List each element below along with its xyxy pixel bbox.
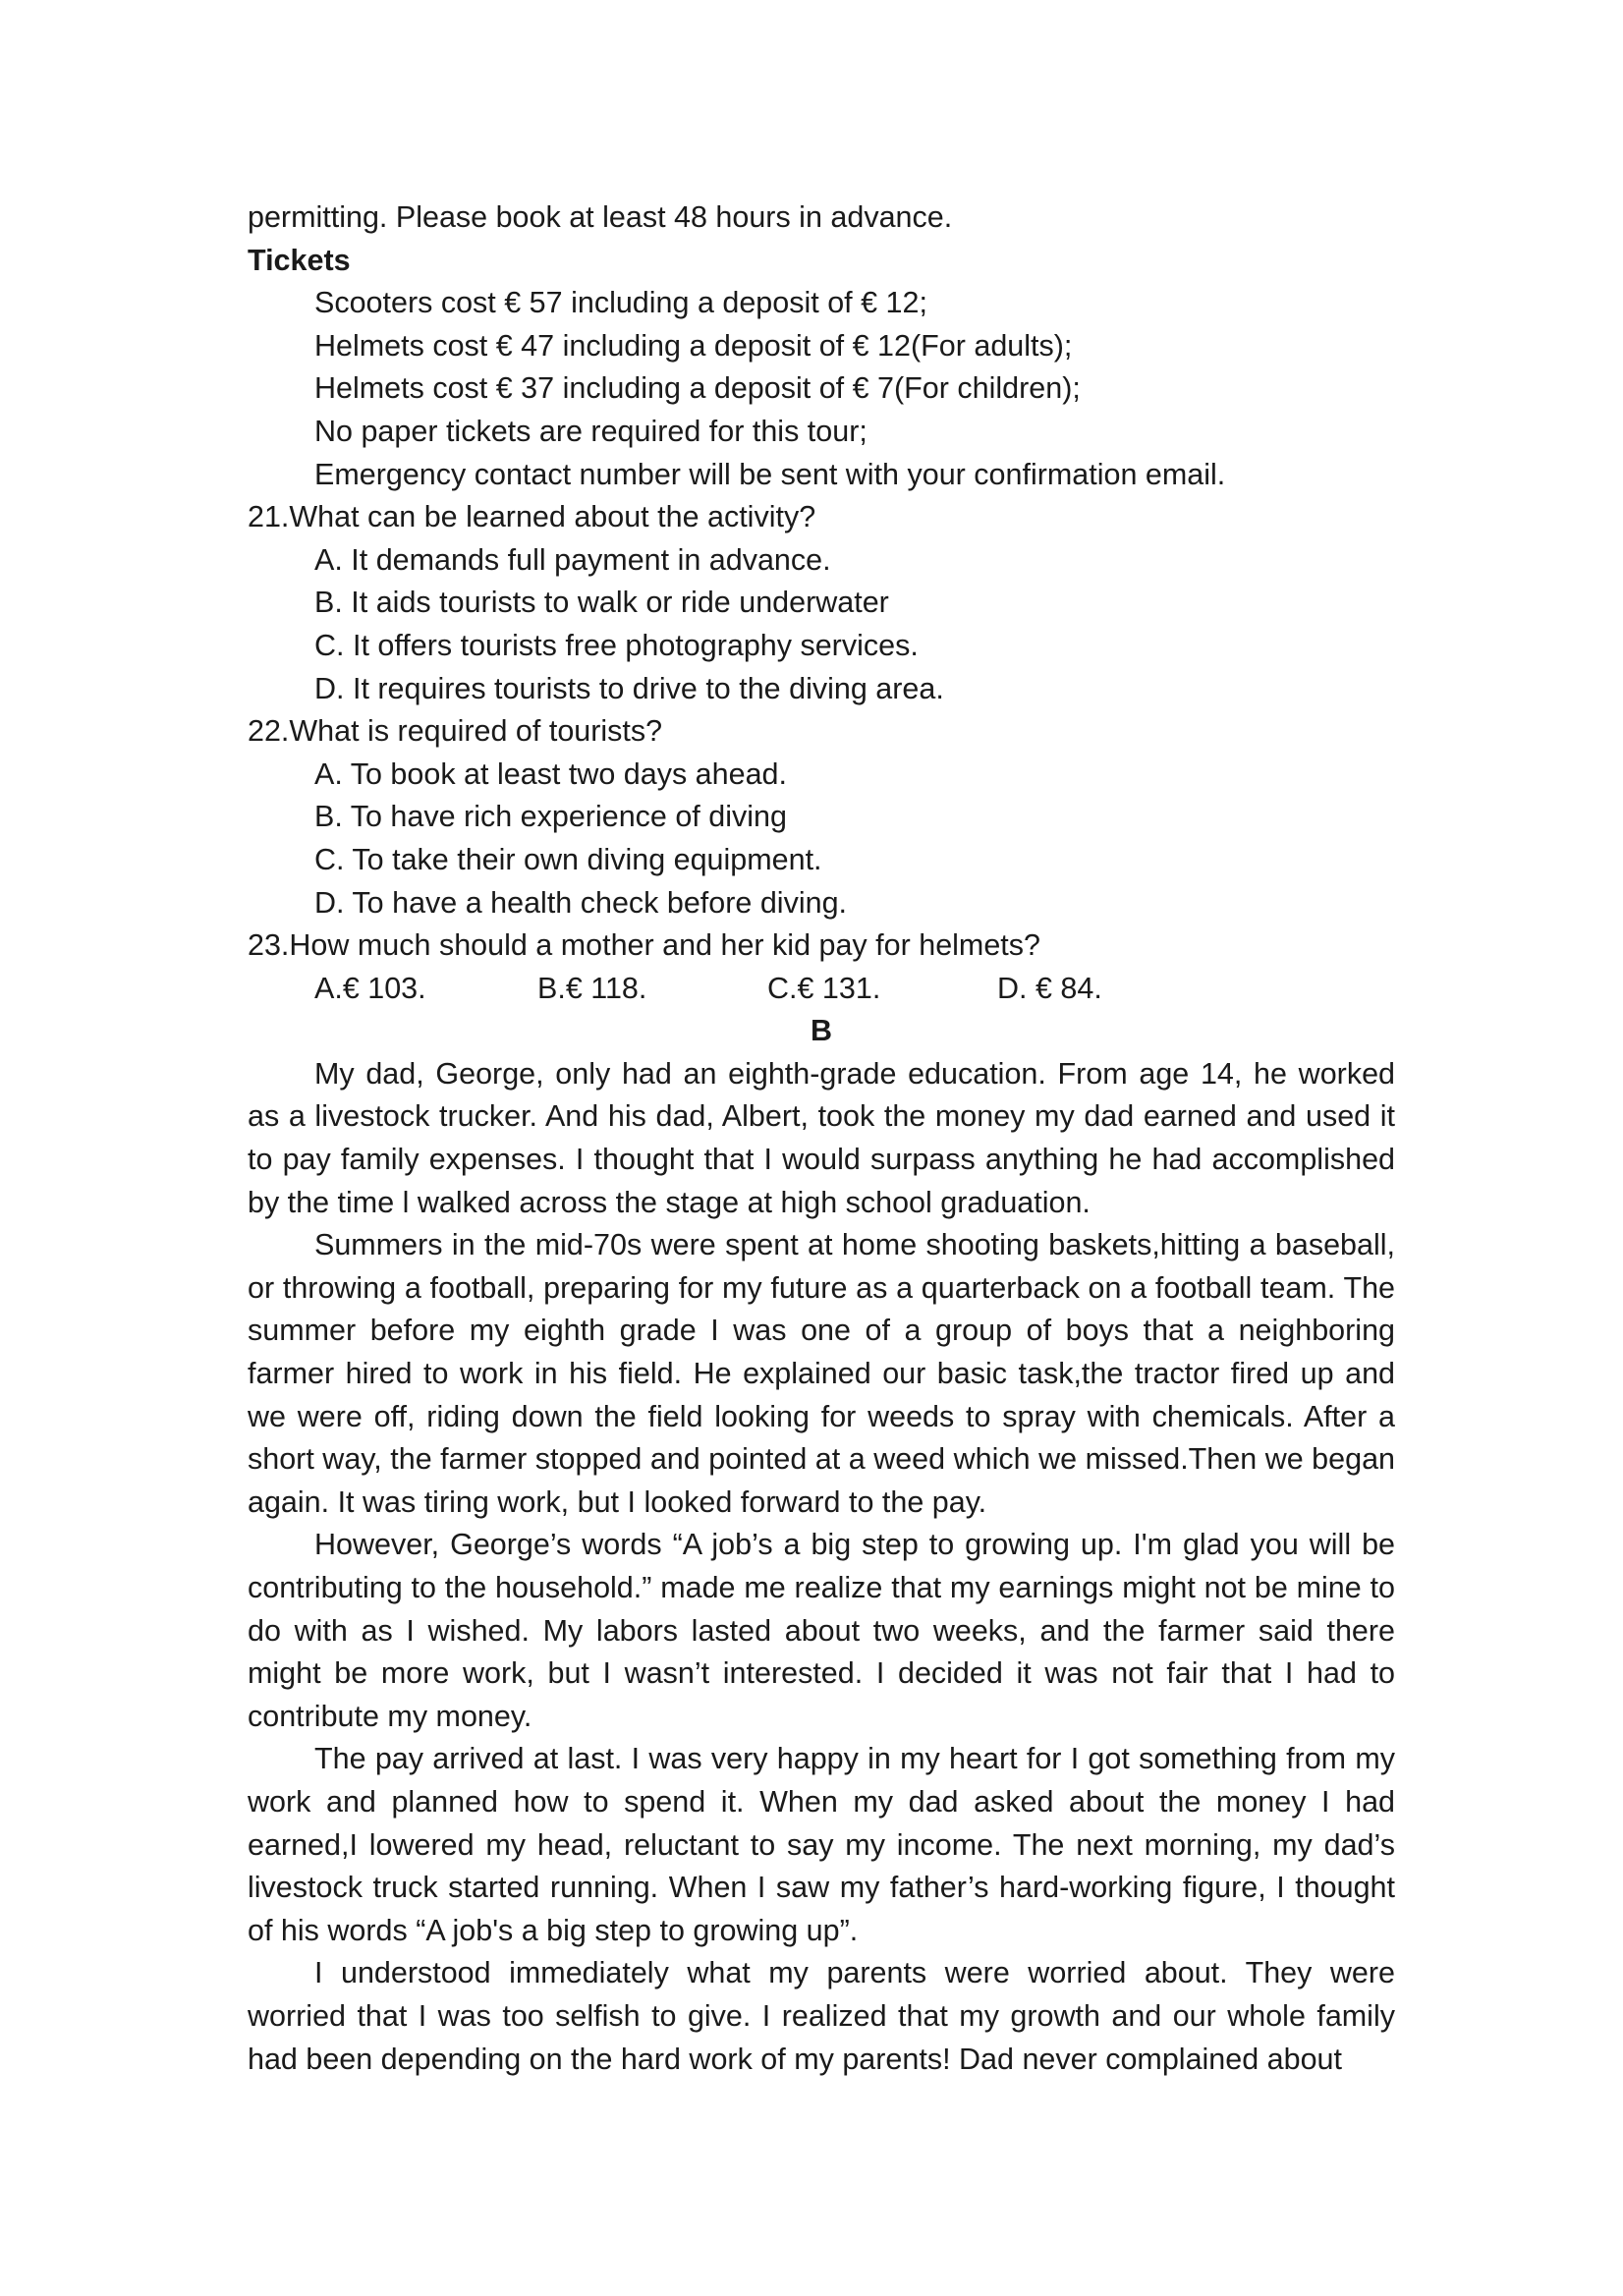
option: B. To have rich experience of diving	[314, 800, 787, 834]
question-23: 23.How much should a mother and her kid pay for helmets?	[248, 928, 1040, 963]
option: C. To take their own diving equipment.	[314, 842, 822, 876]
ticket-item: Scooters cost € 57 including a deposit of € 12;	[314, 286, 927, 320]
section-b-heading: B	[810, 1014, 833, 1048]
passage-paragraph: I understood immediately what my parents were worried about. They were worried that I was too selfish to give. I realized that my growth and our whole family had been depending on the hard work of my parents! Dad never complained about	[248, 1956, 1395, 2076]
option: D. It requires tourists to drive to the diving area.	[314, 671, 944, 705]
ticket-item: Helmets cost € 47 including a deposit of € 12(For adults);	[314, 328, 1073, 363]
section-b-passage	[248, 1053, 1395, 2081]
option: B.€ 118.	[537, 971, 647, 1005]
option: D. € 84.	[997, 971, 1102, 1005]
ticket-item: Emergency contact number will be sent with your confirmation email.	[314, 457, 1226, 491]
question-22: 22.What is required of tourists?	[248, 714, 663, 749]
option: C. It offers tourists free photography services.	[314, 628, 919, 662]
document-page	[248, 196, 1395, 2081]
option: A. It demands full payment in advance.	[314, 542, 831, 577]
tickets-heading: Tickets	[248, 243, 351, 277]
passage-paragraph: Summers in the mid-70s were spent at home shooting baskets,hitting a baseball, or throwing a football, preparing for my future as a quarterback on a football team. The summer before my eighth grade I was one of a group of boys that a neighboring farmer hired to work in his field. He explained our basic task,the tractor fired up and we were off, riding down the field looking for weeds to spray with chemicals. After a short way, the farmer stopped and pointed at a weed which we missed.Then we began again. It was tiring work, but I looked forward to the pay.	[248, 1228, 1395, 1519]
passage-paragraph: The pay arrived at last. I was very happy in my heart for I got something from my work and planned how to spend it. When my dad asked about the money I had earned,I lowered my head, reluctant to say my income. The next morning, my dad’s livestock truck started running. When I saw my father’s hard-working figure, I thought of his words “A job's a big step to growing up”.	[248, 1742, 1395, 1947]
continuation-line: permitting. Please book at least 48 hours in advance.	[248, 200, 953, 234]
ticket-item: Helmets cost € 37 including a deposit of € 7(For children);	[314, 371, 1081, 406]
question-23-options	[248, 968, 1395, 1011]
ticket-item: No paper tickets are required for this tour;	[314, 414, 867, 448]
passage-paragraph: My dad, George, only had an eighth-grade education. From age 14, he worked as a livestock trucker. And his dad, Albert, took the money my dad earned and used it to pay family expenses. I thought that I would surpass anything he had accomplished by the time l walked across the stage at high school graduation.	[248, 1056, 1395, 1219]
question-21: 21.What can be learned about the activity?	[248, 500, 816, 534]
option: A.€ 103.	[314, 971, 426, 1005]
passage-paragraph: However, George’s words “A job’s a big step to growing up. I'm glad you will be contributing to the household.” made me realize that my earnings might not be mine to do with as I wished. My labors lasted about two weeks, and the farmer said there might be more work, but I wasn’t interested. I decided it was not fair that I had to contribute my money.	[248, 1528, 1395, 1733]
option: C.€ 131.	[767, 971, 881, 1005]
option: A. To book at least two days ahead.	[314, 756, 787, 791]
option: D. To have a health check before diving.	[314, 885, 848, 920]
option: B. It aids tourists to walk or ride underwater	[314, 586, 889, 620]
